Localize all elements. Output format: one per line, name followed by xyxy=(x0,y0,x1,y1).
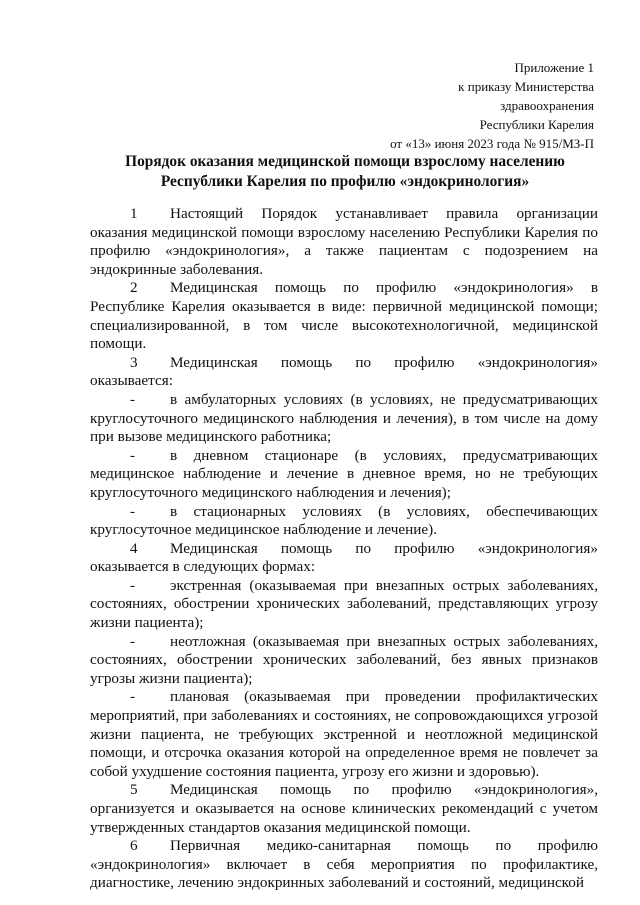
paragraph-number: 5 xyxy=(130,781,138,799)
paragraph-number: 3 xyxy=(130,353,138,371)
list-item-text: в дневном стационаре (в условиях, предусматривающих медицинское наблюдение и лечение в дневное время, но не требующих круглосуточного медицинского наблюдения и лечения); xyxy=(90,446,598,501)
paragraph-1 xyxy=(90,205,598,279)
paragraph-3 xyxy=(90,354,598,391)
list-item xyxy=(90,633,598,689)
list-item xyxy=(90,688,598,781)
list-item-text: неотложная (оказываемая при внезапных острых заболеваниях, состояниях, обострении хронических заболеваний, без явных признаков угрозы жизни пациента); xyxy=(90,632,598,687)
appendix-line: Приложение 1 xyxy=(514,60,594,75)
list-item-text: в амбулаторных условиях (в условиях, не предусматривающих круглосуточного медицинского наблюдения и лечения), в том числе на дому при вызове медицинского работника; xyxy=(90,390,598,446)
paragraph-text: Медицинская помощь по профилю «эндокринология» оказывается в следующих формах: xyxy=(90,539,598,576)
list-item xyxy=(90,391,598,447)
paragraph-5 xyxy=(90,781,598,837)
list-item-text: экстренная (оказываемая при внезапных острых заболеваниях, состояниях, обострении хронических заболеваний, представляющих угрозу жизни пациента); xyxy=(90,576,598,632)
paragraph-text: Первичная медико-санитарная помощь по профилю «эндокринология» включает в себя мероприятия по профилактике, диагностике, лечению эндокринных заболеваний и состояний, медицинской xyxy=(90,837,598,892)
paragraph-6 xyxy=(90,837,598,893)
paragraph-number: 2 xyxy=(130,279,138,297)
list-item xyxy=(90,447,598,503)
title-line: Республики Карелия по профилю «эндокринология» xyxy=(160,173,530,190)
appendix-line: Республики Карелия xyxy=(479,117,594,132)
list-dash: - xyxy=(130,390,136,408)
appendix-line: к приказу Министерства xyxy=(458,79,594,94)
list-item-text: плановая (оказываемая при проведении профилактических мероприятий, при заболеваниях и состояниях, не сопровождающихся угрозой жизни пациента, не требующих экстренной и неотложной медицинской помощи, и отсрочка оказания которой на определенное время не повлечет за собой ухудшение состояния пациента, угрозу его жизни и здоровью). xyxy=(90,688,598,780)
appendix-line: от «13» июня 2023 года № 915/МЗ-П xyxy=(390,136,594,151)
paragraph-number: 1 xyxy=(130,205,138,222)
title-line: Порядок оказания медицинской помощи взрослому населению xyxy=(125,153,565,170)
paragraph-text: Медицинская помощь по профилю «эндокринология» оказывается: xyxy=(90,353,598,390)
paragraph-text: Медицинская помощь по профилю «эндокринология», организуется и оказывается на основе клинических рекомендаций с учетом утвержденных стандартов оказания медицинской помощи. xyxy=(90,781,598,836)
paragraph-4 xyxy=(90,540,598,577)
appendix-header xyxy=(390,58,594,153)
appendix-line: здравоохранения xyxy=(500,98,594,113)
paragraph-2 xyxy=(90,279,598,353)
list-item xyxy=(90,577,598,633)
list-item-text: в стационарных условиях (в условиях, обеспечивающих круглосуточное медицинское наблюдение и лечение). xyxy=(90,502,598,539)
list-item xyxy=(90,503,598,540)
list-dash: - xyxy=(130,632,136,650)
paragraph-number: 4 xyxy=(130,539,138,557)
list-dash: - xyxy=(130,446,136,464)
paragraph-text: Медицинская помощь по профилю «эндокринология» в Республике Карелия оказывается в виде: первичной медицинской помощи; специализированной, в том числе высокотехнологичной, медицинской помощи. xyxy=(90,279,598,353)
list-dash: - xyxy=(130,688,136,706)
document-title xyxy=(90,152,600,192)
paragraph-text: Настоящий Порядок устанавливает правила организации оказания медицинской помощи взрослому населению Республики Карелия по профилю «эндокринология», а также пациентам с подозрением на эндокринные заболевания. xyxy=(90,205,598,278)
list-dash: - xyxy=(130,576,136,594)
document-body xyxy=(90,205,598,893)
list-dash: - xyxy=(130,502,136,520)
paragraph-number: 6 xyxy=(130,837,138,855)
